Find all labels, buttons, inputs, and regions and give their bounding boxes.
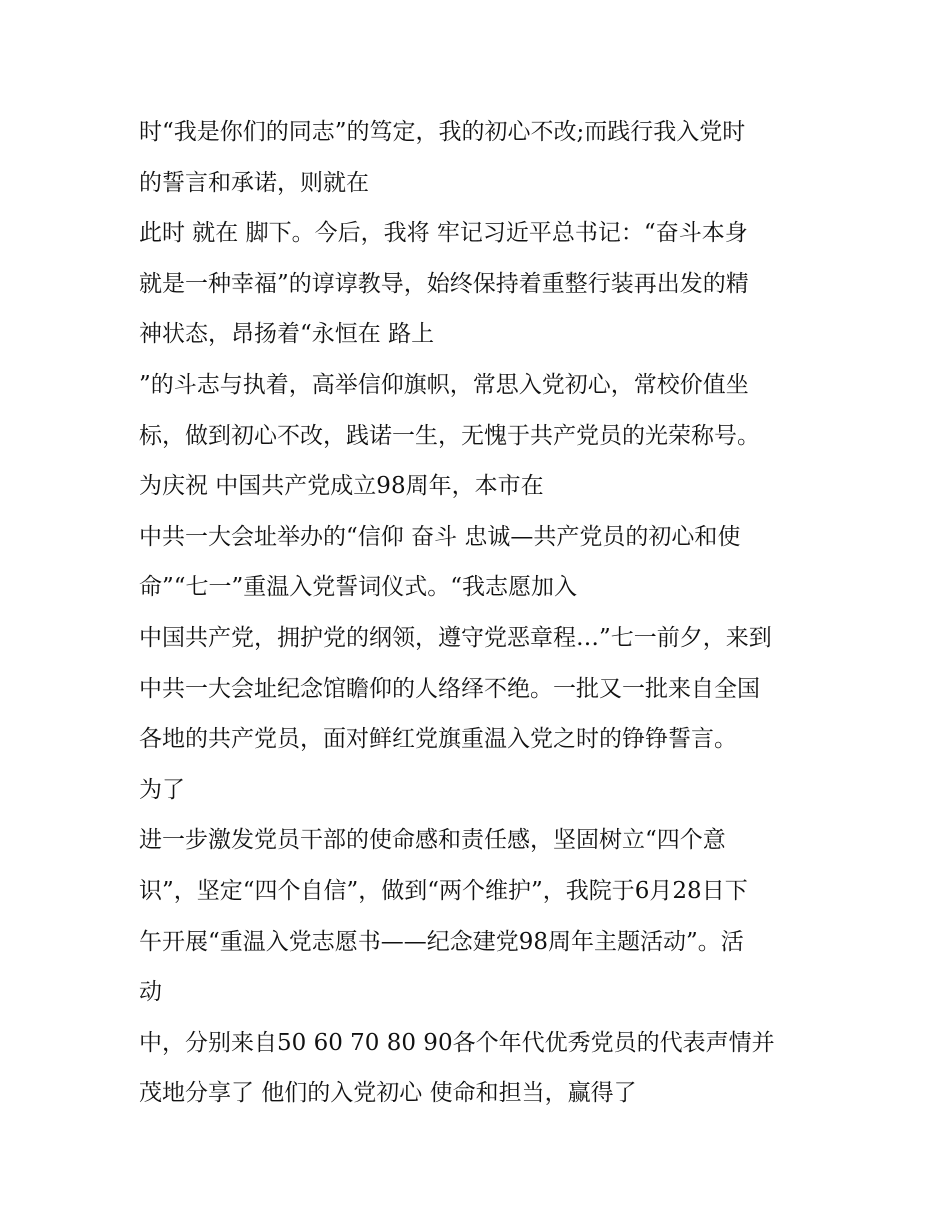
text-line: 为了 — [139, 776, 185, 803]
text-line: 就是一种幸福”的谆谆教导，始终保持着重整行装再出发的精 — [139, 270, 749, 297]
text-line: ”的斗志与执着，高举信仰旗帜，常思入党初心，常校价值坐 — [139, 371, 749, 398]
text-line: 的誓言和承诺，则就在 — [139, 169, 369, 196]
text-line: 时“我是你们的同志”的笃定，我的初心不改;而践行我入党时 — [139, 119, 746, 145]
text-line: 中国共产党，拥护党的纲领，遵守党恶章程…”七一前夕，来到 — [139, 624, 772, 651]
text-line: 中共一大会址举办的“信仰 奋斗 忠诚—共产党员的初心和使 — [139, 523, 741, 550]
text-line: 午开展“重温入党志愿书——纪念建党98周年主题活动”。活 — [139, 928, 744, 955]
text-line: 命”“七一”重温入党誓词仪式。“我志愿加入 — [139, 574, 578, 601]
body-text — [139, 111, 839, 1123]
text-line: 此时 就在 脚下。今后，我将 牢记习近平总书记：“奋斗本身 — [139, 220, 748, 247]
text-line: 为庆祝 中国共产党成立98周年，本市在 — [139, 473, 544, 500]
text-line: 标，做到初心不改，践诺一生，无愧于共产党员的光荣称号。 — [139, 422, 760, 449]
text-line: 中共一大会址纪念馆瞻仰的人络绎不绝。一批又一批来自全国 — [139, 675, 760, 702]
text-line: 动 — [139, 979, 162, 1006]
text-line: 进一步激发党员干部的使命感和责任感，坚固树立“四个意 — [139, 827, 726, 854]
text-line: 神状态，昂扬着“永恒在 路上 — [139, 321, 435, 348]
text-line: 中，分别来自50 60 70 80 90各个年代优秀党员的代表声情并 — [139, 1029, 775, 1056]
text-line: 识”，坚定“四个自信”，做到“两个维护”，我院于6月28日下 — [139, 877, 748, 904]
text-line: 茂地分享了 他们的入党初心 使命和担当，赢得了 — [139, 1080, 637, 1107]
text-line: 各地的共产党员，面对鲜红党旗重温入党之时的铮铮誓言。 — [139, 726, 737, 753]
